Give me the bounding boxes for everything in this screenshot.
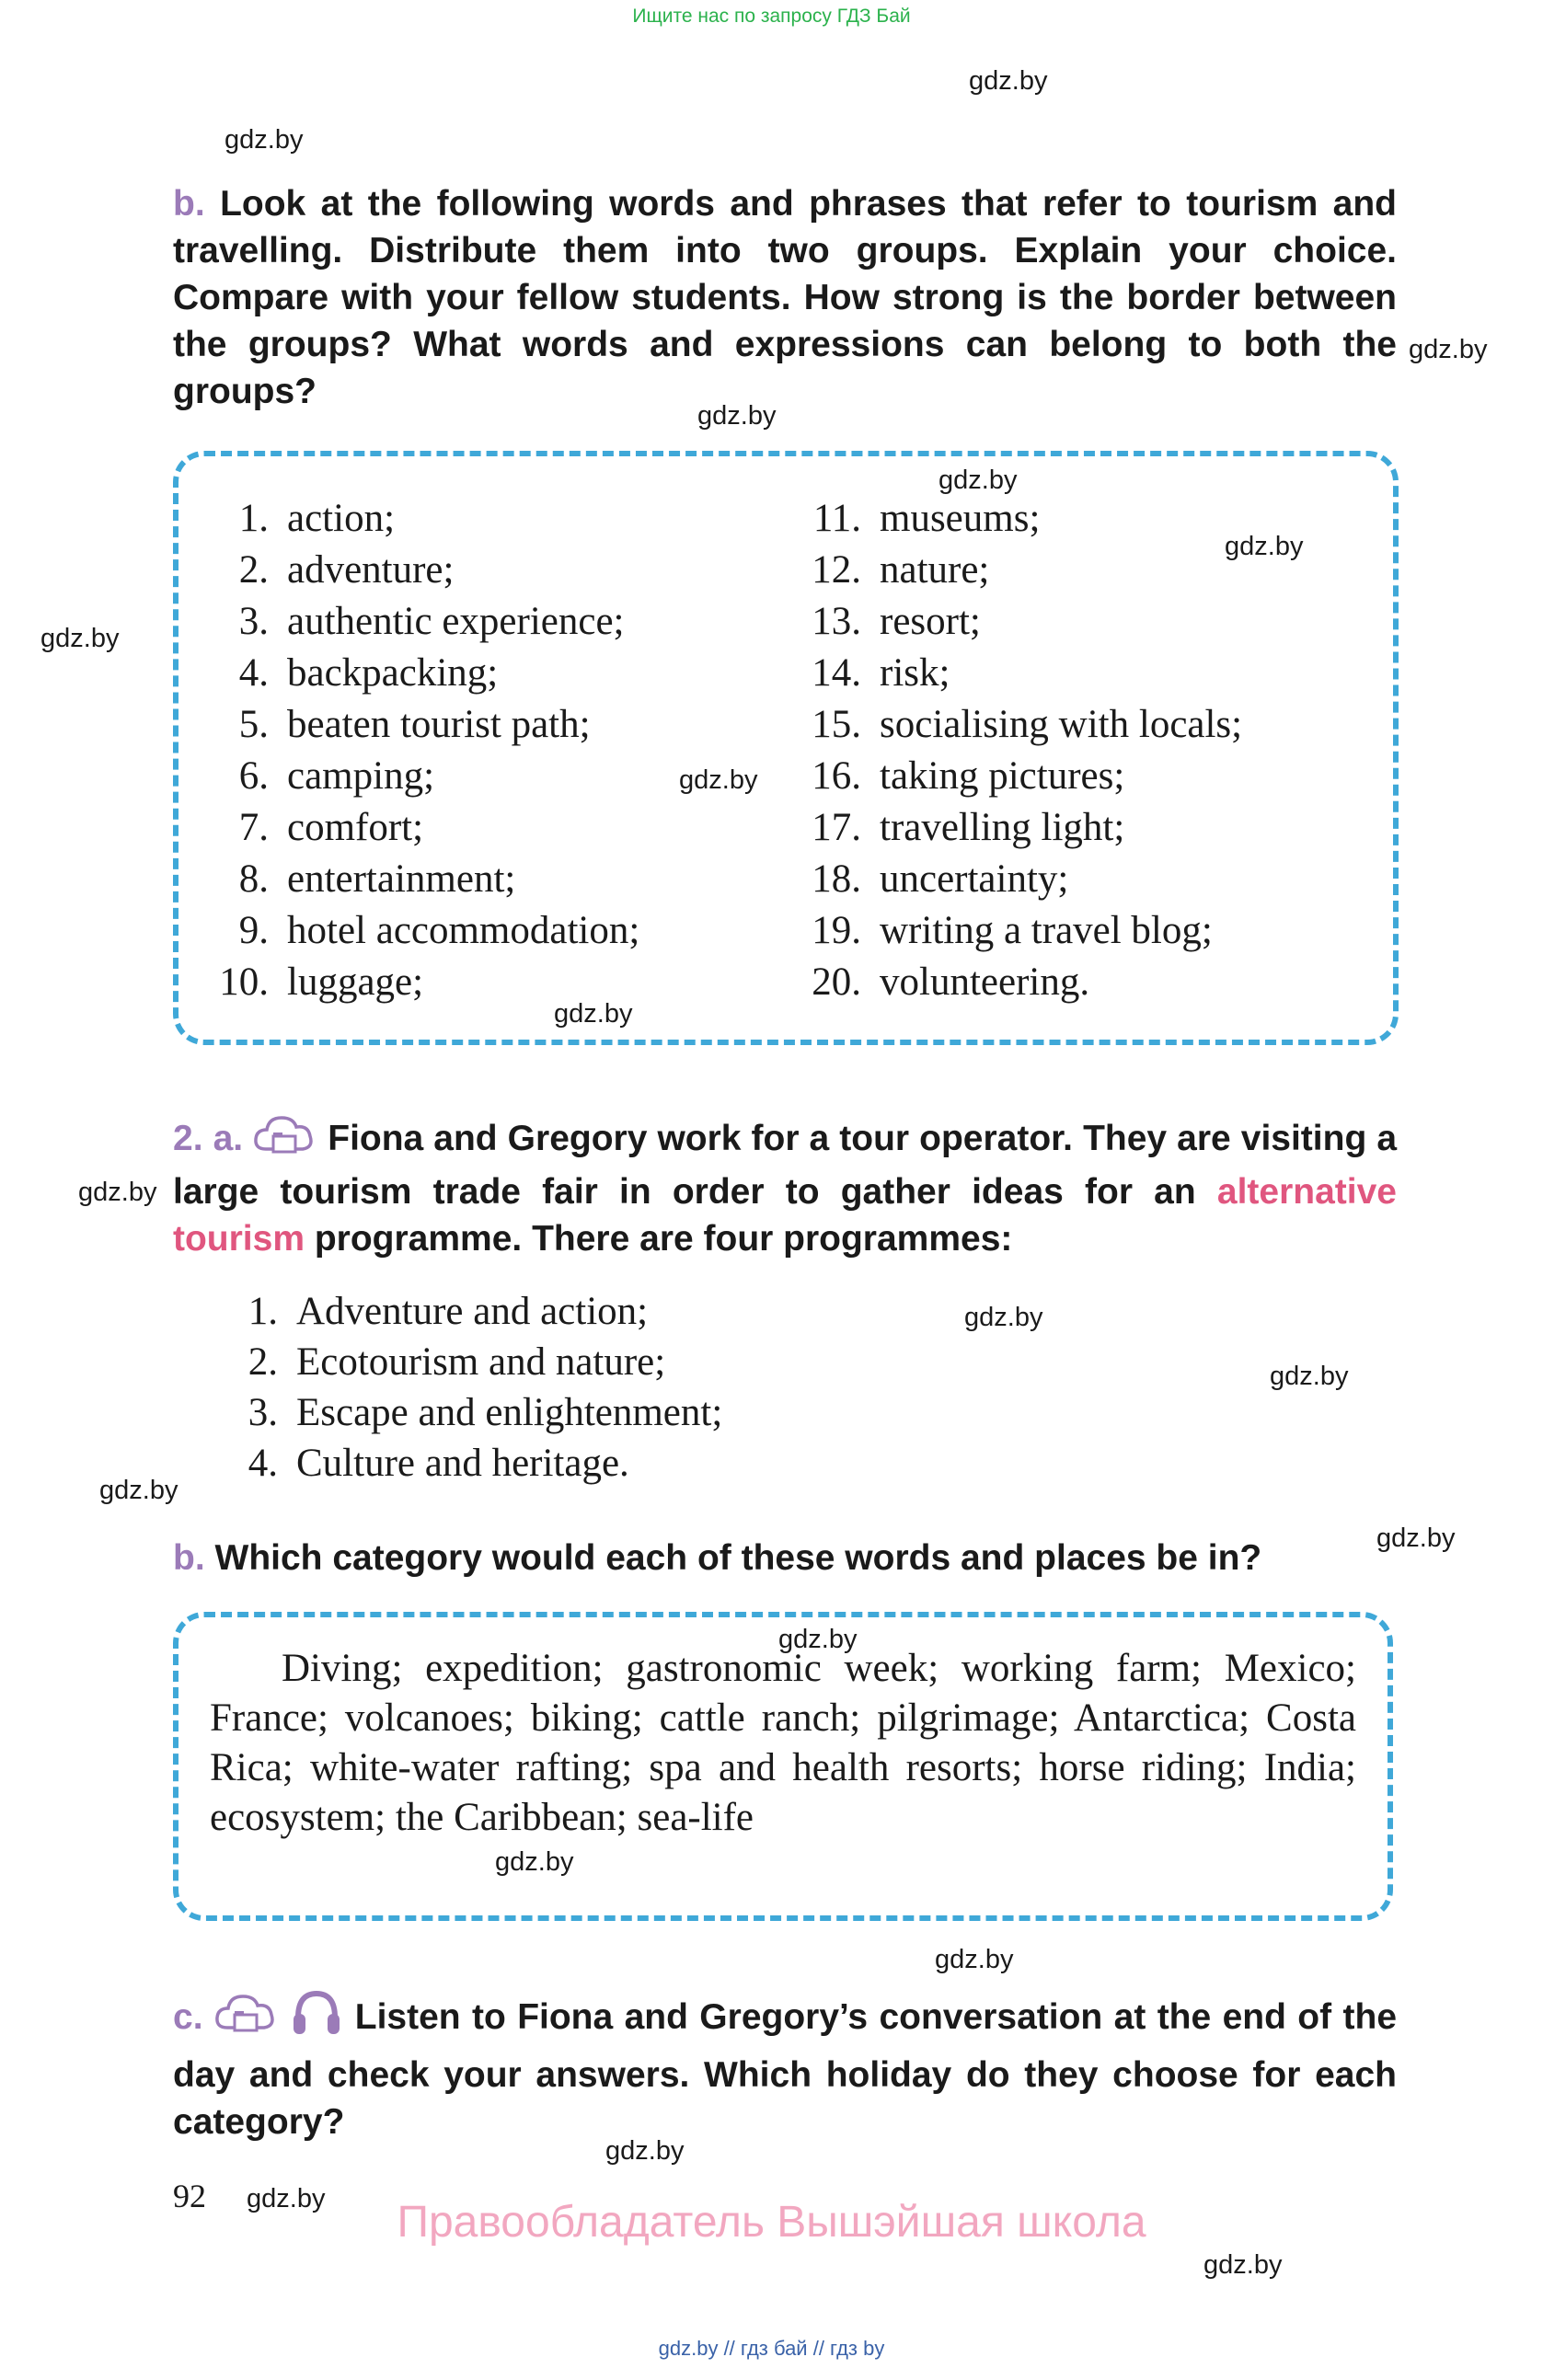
list-item: 5. beaten tourist path; xyxy=(238,703,591,746)
list-item: 8. entertainment; xyxy=(238,857,516,901)
watermark: gdz.by xyxy=(697,401,777,431)
task-2c xyxy=(173,1986,1397,2145)
watermark: gdz.by xyxy=(679,765,758,795)
list-item: 17. travelling light; xyxy=(812,806,1125,849)
list-item: 1. Adventure and action; xyxy=(248,1290,649,1333)
watermark: gdz.by xyxy=(969,66,1048,96)
task-2a xyxy=(173,1112,1397,1262)
task-2b xyxy=(173,1535,1397,1581)
list-item: 15. socialising with locals; xyxy=(812,703,1243,746)
watermark: gdz.by xyxy=(778,1625,858,1654)
watermark: gdz.by xyxy=(554,999,633,1029)
cloud-folder-icon xyxy=(253,1112,317,1168)
headphones-icon xyxy=(290,1986,343,2052)
list-item: 4. Culture and heritage. xyxy=(248,1442,629,1485)
list-item: 12. nature; xyxy=(812,548,990,592)
cloud-folder-icon xyxy=(214,1991,279,2047)
highlighted-term: alternative tourism xyxy=(173,1172,1397,1259)
rights-holder: Правообладатель Вышэйшая школа xyxy=(397,2198,1146,2247)
list-item: 7. comfort; xyxy=(238,806,424,849)
watermark: gdz.by xyxy=(1376,1523,1456,1553)
task-2c-text: Listen to Fiona and Gregory’s conversation at the end of the day and check your answers. Which holiday do they choose for each category? xyxy=(173,1996,1398,2142)
watermark: gdz.by xyxy=(40,624,120,653)
list-item: 3. authentic experience; xyxy=(238,600,625,643)
task-2a-text: Fiona and Gregory work for a tour operator. They are visiting a large tourism trade fair in order to gather ideas for an xyxy=(173,1118,1398,1212)
list-item: 19. writing a travel blog; xyxy=(812,909,1213,952)
places-text: Diving; expedition; gastronomic week; working farm; Mexico; France; volcanoes; biking; cattle ranch; pilgrimage; Antarctica; Costa Rica; white-water rafting; spa and health resorts; horse riding; India; ecosystem; the Caribbean; sea-life xyxy=(210,1647,1356,1839)
task-2a-text-end: programme. There are four programmes: xyxy=(314,1219,1013,1259)
watermark: gdz.by xyxy=(1225,532,1304,561)
watermark: gdz.by xyxy=(1409,335,1488,364)
footer-links[interactable]: gdz.by // гдз бай // гдз by xyxy=(658,2337,885,2360)
watermark: gdz.by xyxy=(225,125,304,155)
watermark: gdz.by xyxy=(935,1945,1014,1974)
task-2b-text: Which category would each of these words and places be in? xyxy=(214,1538,1262,1578)
task-number: 2. xyxy=(173,1118,203,1158)
list-item: 14. risk; xyxy=(812,651,950,695)
list-item: 16. taking pictures; xyxy=(812,754,1125,798)
task-letter: c. xyxy=(173,1996,203,2037)
task-letter: b. xyxy=(173,184,205,224)
list-item: 13. resort; xyxy=(812,600,981,643)
list-item: 2. adventure; xyxy=(238,548,455,592)
top-banner[interactable]: Ищите нас по запросу ГДЗ Бай xyxy=(632,6,911,27)
word-list-left xyxy=(212,493,639,1008)
list-item: 18. uncertainty; xyxy=(812,857,1069,901)
task-1b-text: Look at the following words and phrases that refer to tourism and travelling. Distribute them into two groups. Explain your choice. Compare with your fellow students. How strong is the border between the groups? What words and expressions can belong to both the groups? xyxy=(173,184,1398,411)
watermark: gdz.by xyxy=(1270,1362,1349,1391)
watermark: gdz.by xyxy=(964,1303,1043,1332)
list-item: 10. luggage; xyxy=(219,960,424,1004)
task-letter: b. xyxy=(173,1538,205,1578)
watermark: gdz.by xyxy=(99,1476,178,1505)
watermark: gdz.by xyxy=(78,1178,157,1207)
page-number: 92 xyxy=(173,2178,206,2214)
list-item: 2. Ecotourism and nature; xyxy=(248,1340,666,1384)
list-item: 20. volunteering. xyxy=(812,960,1090,1004)
task-1b xyxy=(173,180,1397,415)
list-item: 9. hotel accommodation; xyxy=(238,909,640,952)
watermark: gdz.by xyxy=(605,2136,685,2166)
word-list-right xyxy=(795,493,1242,1008)
watermark: gdz.by xyxy=(938,466,1018,495)
watermark: gdz.by xyxy=(495,1847,574,1877)
list-item: 1. action; xyxy=(238,497,396,540)
list-item: 6. camping; xyxy=(238,754,435,798)
watermark: gdz.by xyxy=(247,2184,326,2213)
list-item: 3. Escape and enlightenment; xyxy=(248,1391,723,1434)
task-letter: a. xyxy=(213,1118,244,1158)
programmes-list xyxy=(232,1286,722,1489)
list-item: 4. backpacking; xyxy=(238,651,499,695)
watermark: gdz.by xyxy=(1203,2250,1283,2280)
list-item: 11. museums; xyxy=(812,497,1041,540)
